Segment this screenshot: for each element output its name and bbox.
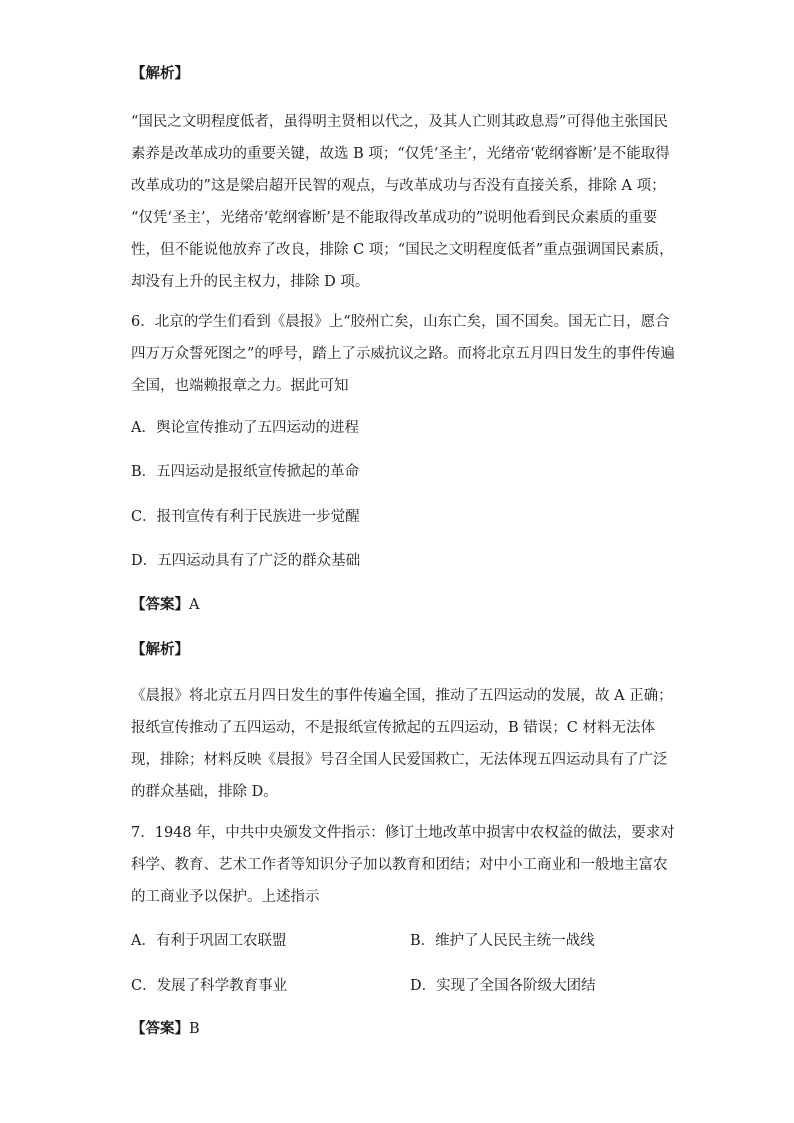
answer-label: 【答案】 <box>131 1021 189 1037</box>
question-6-stem-line: 6．北京的学生们看到《晨报》上“胶州亡矣，山东亡矣，国不国矣。国无亡日，愿合 <box>131 314 670 330</box>
analysis-text-line: “仅凭‘圣主’，光绪帝‘乾纲睿断’是不能取得改革成功的”说明他看到民众素质的重要 <box>131 210 658 226</box>
question-6-option-d: D．五四运动具有了广泛的群众基础 <box>131 553 361 569</box>
answer-value: B <box>189 1021 200 1037</box>
question-6-option-b: B．五四运动是报纸宣传掀起的革命 <box>131 464 360 480</box>
question-6-analysis-line: 《晨报》将北京五月四日发生的事件传遍全国，推动了五四运动的发展，故 A 正确； <box>131 688 673 704</box>
question-7-stem-line: 的工商业予以保护。上述指示 <box>131 889 320 905</box>
analysis-text-line: 性，但不能说他放弃了改良，排除 C 项；“国民之文明程度低者”重点强调国民素质， <box>131 242 674 258</box>
question-6-stem-line: 全国，也端赖报章之力。据此可知 <box>131 378 349 394</box>
question-7-option-d: D．实现了全国各阶级大团结 <box>410 978 596 994</box>
question-7-answer <box>131 1019 200 1039</box>
analysis-text-line: 素养是改革成功的重要关键，故选 B 项；“仅凭‘圣主’，光绪帝‘乾纲睿断’是不能取得 <box>131 146 670 162</box>
question-6-analysis-line: 现，排除；材料反映《晨报》号召全国人民爱国救亡，无法体现五四运动具有了广泛 <box>131 752 668 768</box>
question-7-option-b: B．维护了人民民主统一战线 <box>410 933 595 949</box>
analysis-text-line: “国民之文明程度低者，虽得明主贤相以代之，及其人亡则其政息焉”可得他主张国民 <box>131 114 668 130</box>
question-6-answer <box>131 595 199 615</box>
question-7-option-a: A．有利于巩固工农联盟 <box>131 933 287 949</box>
question-6-analysis-label: 【解析】 <box>131 642 189 658</box>
question-7-stem-line: 科学、教育、艺术工作者等知识分子加以教育和团结；对中小工商业和一般地主富农 <box>131 857 668 873</box>
analysis-label: 【解析】 <box>131 66 189 82</box>
question-6-option-a: A．舆论宣传推动了五四运动的进程 <box>131 420 359 436</box>
question-7-stem-line: 7．1948 年，中共中央颁发文件指示：修订土地改革中损害中农权益的做法，要求对 <box>131 825 675 841</box>
question-7-option-c: C．发展了科学教育事业 <box>131 978 288 994</box>
question-6-analysis-line: 的群众基础，排除 D。 <box>131 784 278 800</box>
analysis-text-line: 却没有上升的民主权力，排除 D 项。 <box>131 274 370 290</box>
question-6-option-c: C．报刊宣传有利于民族进一步觉醒 <box>131 509 360 525</box>
question-6-stem-line: 四万万众誓死图之”的呼号，踏上了示威抗议之路。而将北京五月四日发生的事件传遍 <box>131 346 675 362</box>
answer-value: A <box>189 597 200 613</box>
analysis-text-line: 改革成功的”这是梁启超开民智的观点，与改革成功与否没有直接关系，排除 A 项； <box>131 178 666 194</box>
answer-label: 【答案】 <box>131 597 189 613</box>
question-6-analysis-line: 报纸宣传推动了五四运动，不是报纸宣传掀起的五四运动，B 错误；C 材料无法体 <box>131 720 655 736</box>
